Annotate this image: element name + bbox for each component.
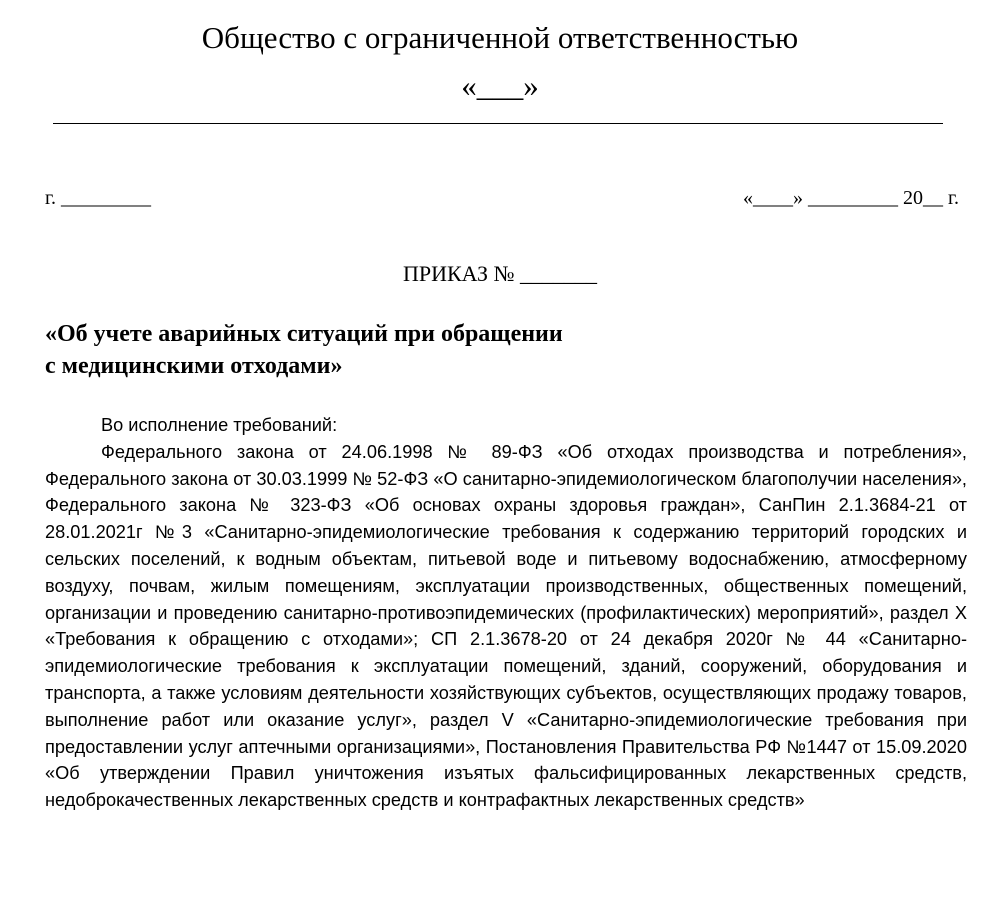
organization-name: Общество с ограниченной ответственностью — [201, 20, 799, 55]
organization-name-placeholder: «___» — [461, 68, 539, 103]
body-intro: Во исполнение требований: — [101, 415, 338, 435]
order-title-line-2: с медицинскими отходами» — [45, 353, 343, 379]
order-body — [45, 412, 967, 814]
order-title-line-1: «Об учете аварийных ситуаций при обращении — [45, 321, 563, 347]
order-number: ПРИКАЗ № _______ — [402, 261, 598, 286]
header-divider — [53, 123, 943, 124]
order-title — [45, 318, 745, 382]
body-paragraph: Федерального закона от 24.06.1998 № 89-ФЗ «Об отходах производства и потребления», Федерального закона от 30.03.1999 № 52-ФЗ «О санитарно-эпидемиологическом благополучии населения», Федерального закона № 323-ФЗ «Об основах охраны здоровья граждан», СанПин 2.1.3684-21 от 28.01.2021г №3 «Санитарно-эпидемиологические требования к содержанию территорий городских и сельских поселений, к водным объектам, питьевой воде и питьевому водоснабжению, атмосферному воздуху, почвам, жилым помещениям, эксплуатации производственных, общественных помещений, организации и проведению санитарно-противоэпидемических (профилактических) мероприятий», раздел X «Требования к обращению с отходами»; СП 2.1.3678-20 от 24 декабря 2020г № 44 «Санитарно-эпидемиологические требования к эксплуатации помещений, зданий, сооружений, оборудования и транспорта, а также условиям деятельности хозяйствующих субъектов, осуществляющих продажу товаров, выполнение работ или оказание услуг», раздел V «Санитарно-эпидемиологические требования при предоставлении услуг аптечными организациями», Постановления Правительства РФ №1447 от 15.09.2020 «Об утверждении Правил уничтожения изъятых фальсифицированных лекарственных средств, недоброкачественных лекарственных средств и контрафактных лекарственных средств» — [45, 441, 967, 811]
date-field: «____» _________ 20__ г. — [743, 187, 959, 209]
city-field: г. _________ — [45, 187, 151, 209]
